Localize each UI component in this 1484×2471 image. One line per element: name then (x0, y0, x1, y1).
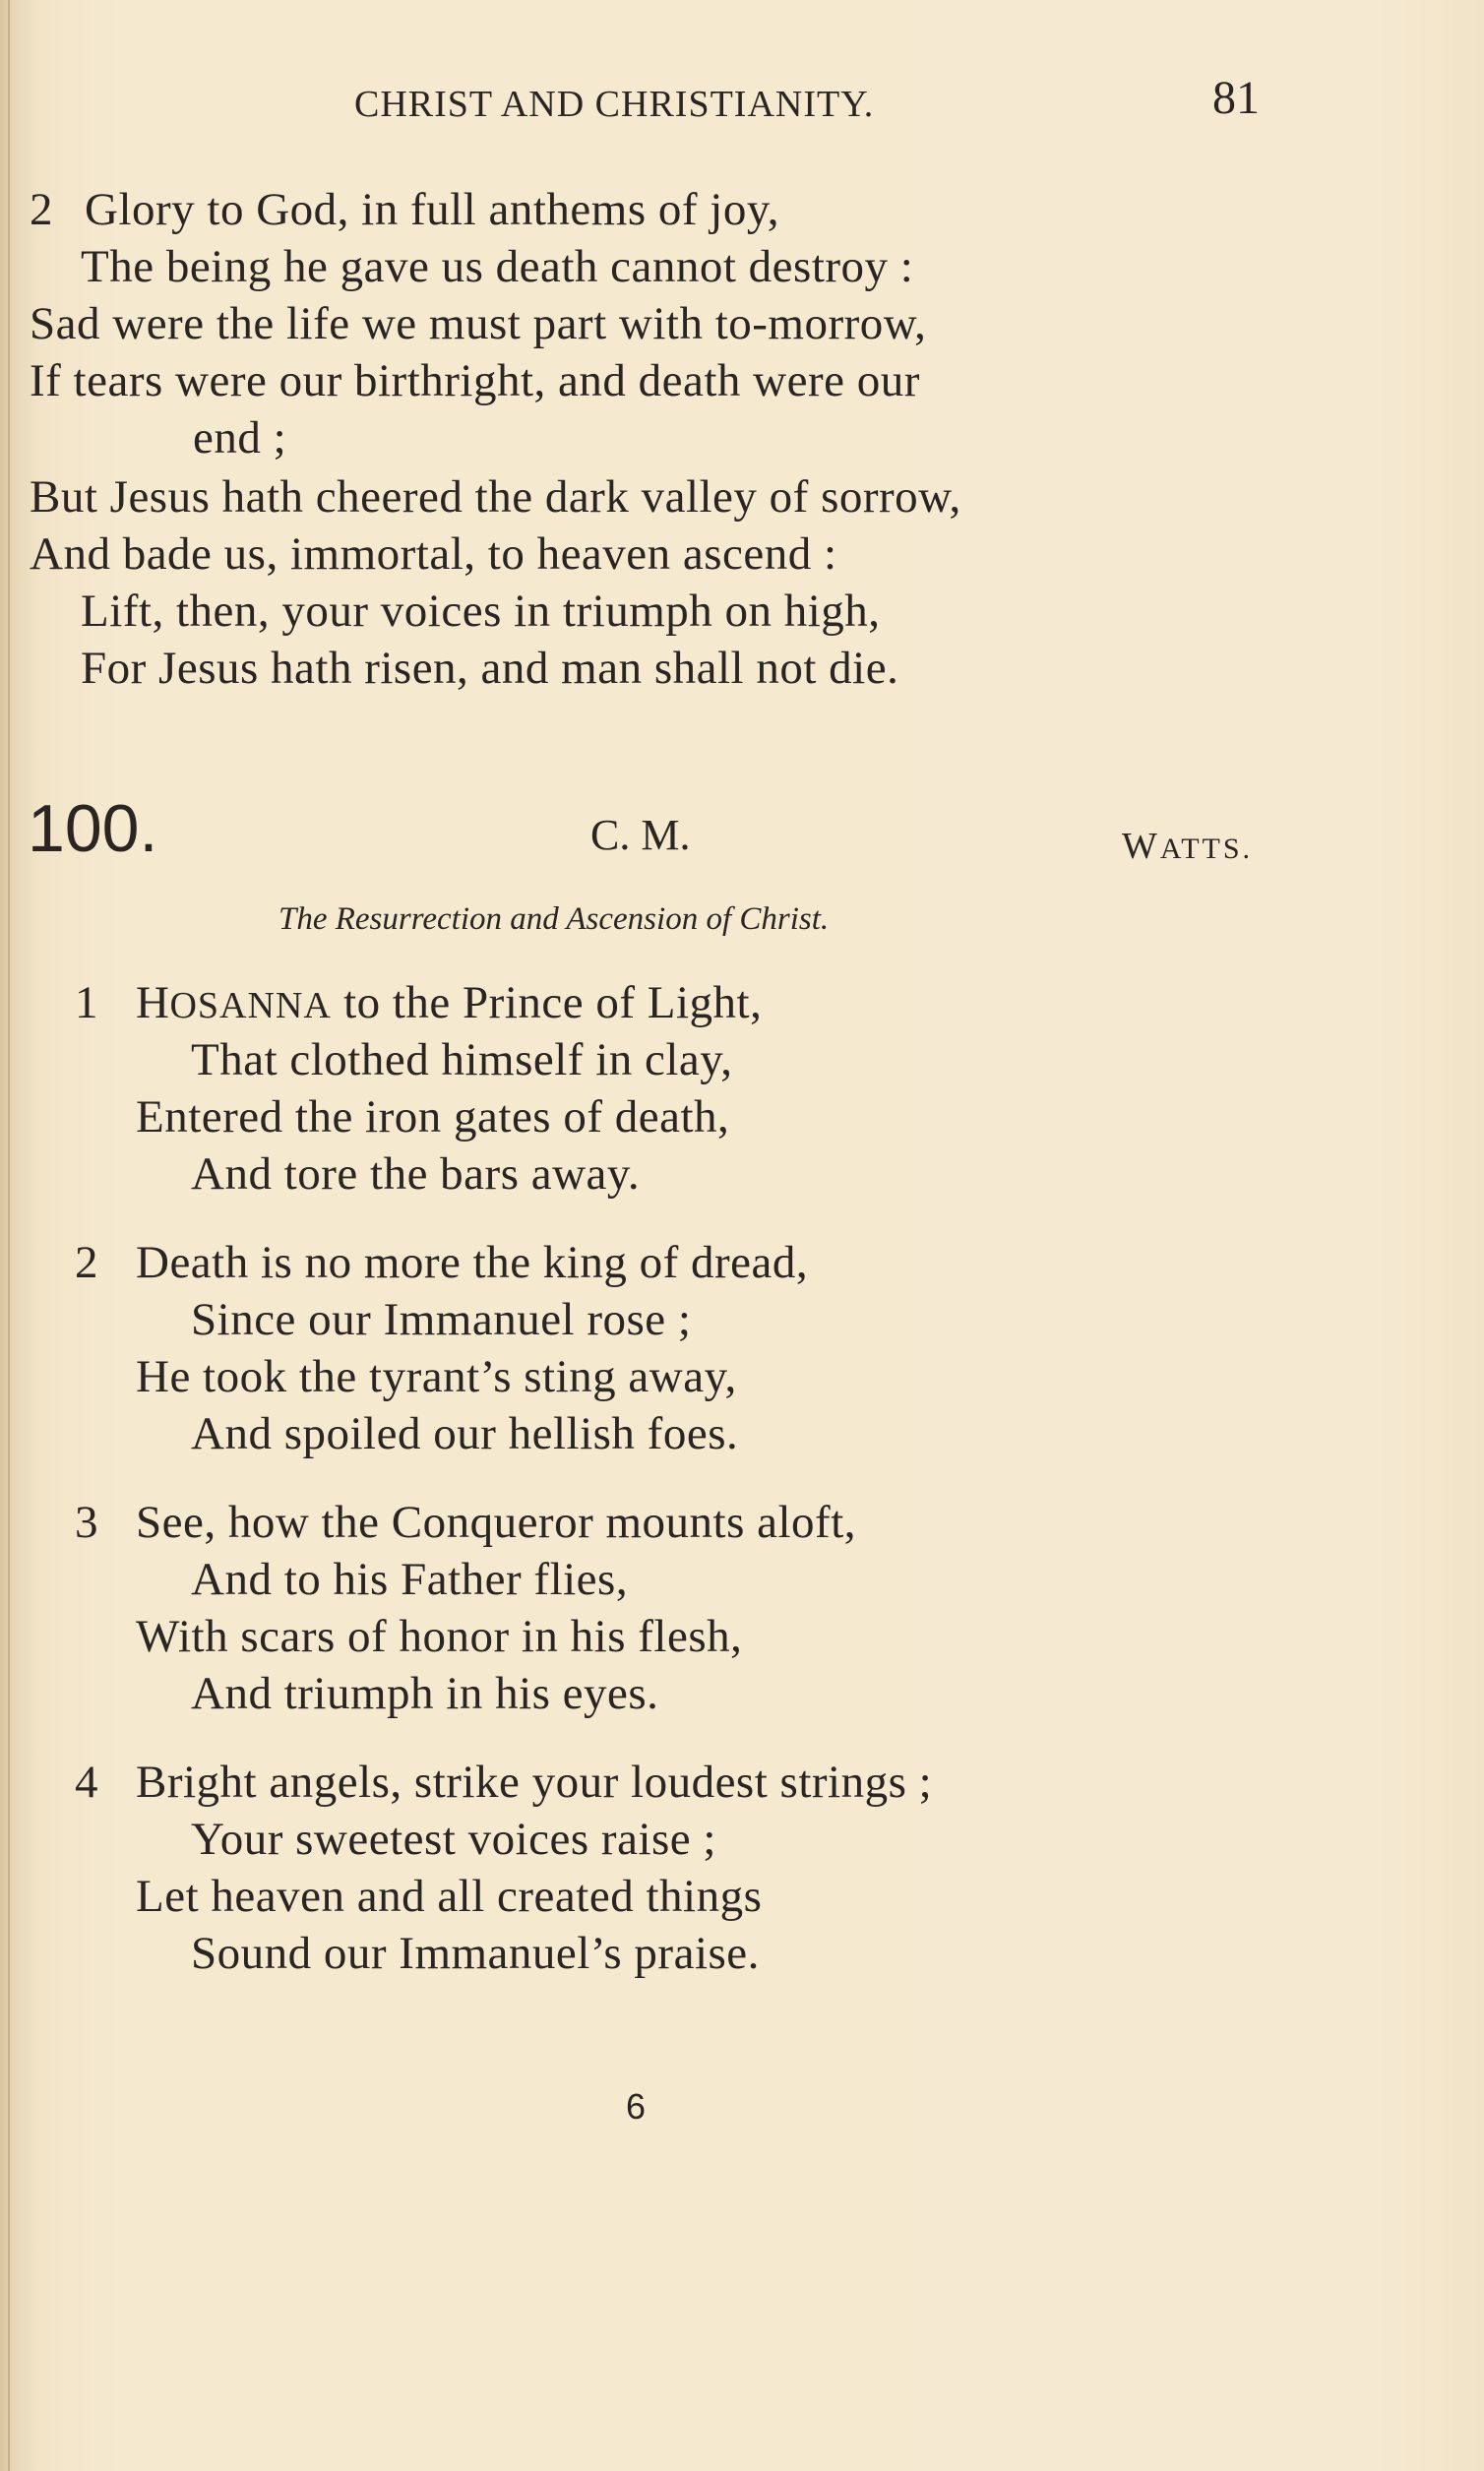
verse-line: Sound our Immanuel’s praise. (191, 1928, 760, 1979)
verse-line: And triumph in his eyes. (191, 1668, 659, 1719)
verse-number: 2 (75, 1237, 98, 1288)
first-line-rest: to the Prince of Light, (331, 977, 763, 1028)
verse-line: And to his Father flies, (191, 1554, 629, 1605)
hymn-author (1122, 825, 1253, 868)
verse-line: end ; (193, 412, 287, 463)
verse-first-line (136, 977, 763, 1028)
signature-mark: 6 (626, 2086, 647, 2127)
verse-line: Lift, then, your voices in triumph on high, (81, 586, 881, 637)
hymn-meter: C. M. (590, 811, 691, 859)
verse-line: And spoiled our hellish foes. (191, 1408, 739, 1459)
verse-line: And tore the bars away. (191, 1148, 641, 1200)
verse-line: Since our Immanuel rose ; (191, 1294, 692, 1345)
verse-line: That clothed himself in clay, (191, 1034, 733, 1085)
verse-line: With scars of honor in his flesh, (136, 1611, 743, 1662)
verse-number: 3 (75, 1497, 98, 1548)
binding-edge (8, 0, 10, 2471)
verse-number: 4 (75, 1757, 98, 1808)
hymn-number: 100. (28, 791, 158, 866)
running-title: CHRIST AND CHRISTIANITY. (354, 84, 875, 125)
verse-line: The being he gave us death cannot destroy : (81, 241, 914, 292)
verse-line: Sad were the life we must part with to-morrow, (30, 298, 927, 349)
verse-line: He took the tyrant’s sting away, (136, 1351, 737, 1402)
verse-line: And bade us, immortal, to heaven ascend : (30, 528, 837, 580)
hymn-subtitle: The Resurrection and Ascension of Christ. (278, 901, 830, 937)
verse-line: If tears were our birthright, and death were our (30, 355, 920, 406)
verse-line: Death is no more the king of dread, (136, 1237, 809, 1288)
verse-line: See, how the Conqueror mounts aloft, (136, 1497, 857, 1548)
verse-number: 2 (30, 184, 53, 235)
verse-line: Let heaven and all created things (136, 1871, 763, 1922)
author-rest: ATTS. (1159, 833, 1254, 865)
initial-capital: H (136, 977, 170, 1028)
verse-line: Your sweetest voices raise ; (191, 1814, 716, 1865)
verse-line: Bright angels, strike your loudest strings ; (136, 1757, 933, 1808)
author-initial: W (1122, 826, 1160, 867)
verse-line: Glory to God, in full anthems of joy, (85, 184, 780, 235)
verse-number: 1 (75, 977, 98, 1028)
small-caps-word: OSANNA (169, 985, 332, 1026)
verse-line: For Jesus hath risen, and man shall not die. (81, 643, 899, 694)
verse-line: Entered the iron gates of death, (136, 1091, 730, 1143)
page-number: 81 (1212, 72, 1260, 124)
verse-line: But Jesus hath cheered the dark valley of sorrow, (30, 471, 961, 523)
